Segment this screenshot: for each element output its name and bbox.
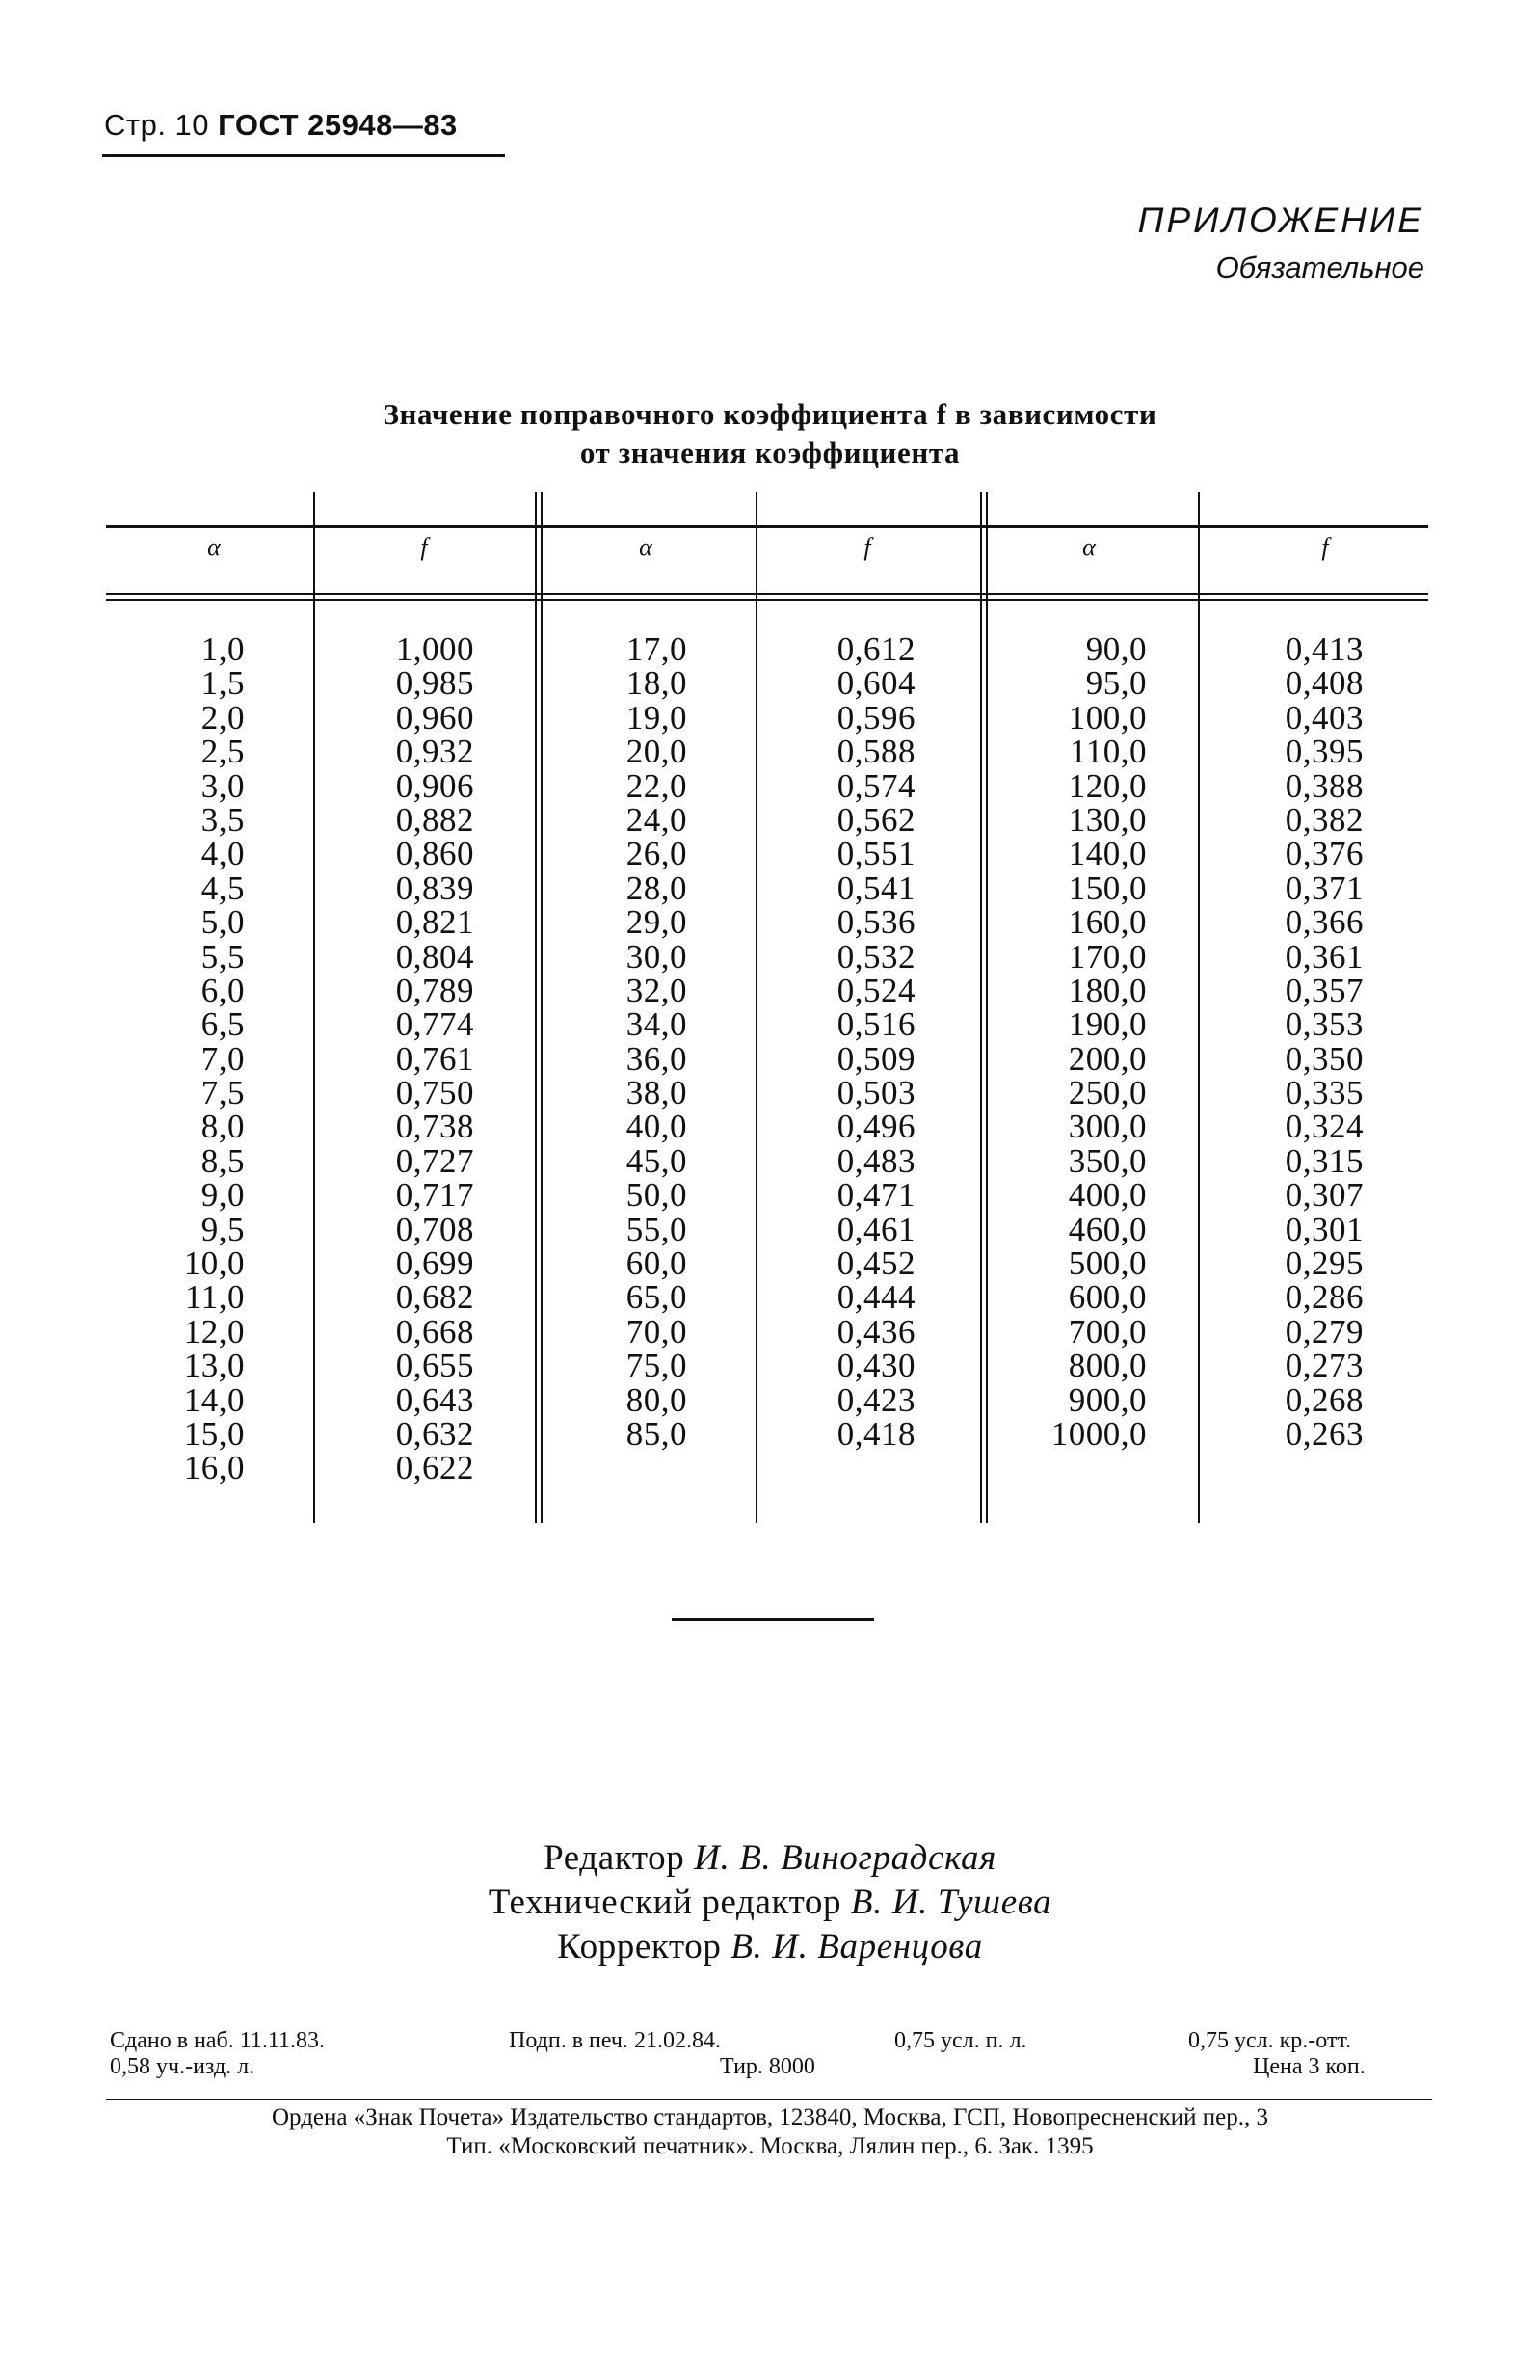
publisher-line: Ордена «Знак Почета» Издательство стандартов, 123840, Москва, ГСП, Новопресненский пер., 3 bbox=[271, 2104, 1269, 2130]
table-cell: 0,985 bbox=[395, 664, 474, 703]
table-cell: 0,461 bbox=[836, 1210, 916, 1248]
imprint-signed: Подп. в печ. 21.02.84. bbox=[509, 2028, 721, 2053]
table-cell: 20,0 bbox=[625, 733, 687, 771]
table-cell: 2,5 bbox=[200, 733, 245, 771]
standard-number: ГОСТ 25948—83 bbox=[218, 108, 458, 142]
credits bbox=[0, 1836, 1540, 1969]
tech-editor-name: В. И. Тушева bbox=[850, 1883, 1052, 1922]
table-cell: 0,279 bbox=[1285, 1312, 1364, 1350]
table-cell: 0,604 bbox=[836, 664, 916, 703]
table-cell: 24,0 bbox=[625, 800, 687, 839]
table-cell: 0,430 bbox=[836, 1347, 916, 1385]
page-header bbox=[104, 108, 458, 143]
table-cell: 0,562 bbox=[836, 800, 916, 839]
column-alpha-2 bbox=[569, 632, 687, 1451]
table-top-rule bbox=[106, 525, 1428, 528]
imprint-print-sheets: 0,75 усл. п. л. bbox=[894, 2028, 1027, 2053]
table-cell: 9,0 bbox=[200, 1176, 245, 1215]
table-cell: 19,0 bbox=[625, 698, 687, 736]
table-cell: 1000,0 bbox=[1050, 1414, 1147, 1453]
table-cell: 170,0 bbox=[1068, 937, 1147, 976]
table-cell: 0,286 bbox=[1285, 1278, 1364, 1317]
table-cell: 0,524 bbox=[836, 971, 916, 1009]
column-divider bbox=[313, 492, 315, 1523]
table-cell: 600,0 bbox=[1068, 1278, 1147, 1317]
table-cell: 11,0 bbox=[185, 1278, 245, 1317]
table-cell: 0,860 bbox=[395, 835, 474, 873]
table-cell: 0,382 bbox=[1285, 800, 1364, 839]
table-cell: 0,376 bbox=[1285, 835, 1364, 873]
column-f-1 bbox=[337, 632, 474, 1485]
column-double-divider bbox=[980, 492, 988, 1523]
table-cell: 0,388 bbox=[1285, 766, 1364, 805]
table-cell: 0,503 bbox=[836, 1074, 916, 1112]
table-cell: 12,0 bbox=[183, 1312, 245, 1350]
table-cell: 140,0 bbox=[1068, 835, 1147, 873]
table-cell: 0,738 bbox=[395, 1108, 474, 1146]
column-alpha-3 bbox=[1012, 632, 1147, 1451]
table-cell: 0,882 bbox=[395, 800, 474, 839]
table-cell: 60,0 bbox=[625, 1244, 687, 1283]
table-cell: 0,273 bbox=[1285, 1347, 1364, 1385]
table-cell: 300,0 bbox=[1068, 1108, 1147, 1146]
table-cell: 0,804 bbox=[395, 937, 474, 976]
table-cell: 0,324 bbox=[1285, 1108, 1364, 1146]
column-divider bbox=[1198, 492, 1200, 1523]
table-cell: 4,5 bbox=[200, 869, 245, 907]
header-alpha-2: α bbox=[639, 533, 652, 561]
imprint-cond-sheets: 0,75 усл. кр.-отт. bbox=[1188, 2028, 1352, 2053]
table-cell: 0,483 bbox=[836, 1141, 916, 1180]
table-cell: 0,960 bbox=[395, 698, 474, 736]
table-cell: 0,516 bbox=[836, 1005, 916, 1044]
table-cell: 75,0 bbox=[625, 1347, 687, 1385]
table-cell: 95,0 bbox=[1085, 664, 1147, 703]
page-number: Стр. 10 bbox=[104, 108, 210, 142]
table-cell: 0,761 bbox=[395, 1039, 474, 1078]
table-cell: 900,0 bbox=[1068, 1380, 1147, 1419]
table-cell: 130,0 bbox=[1068, 800, 1147, 839]
table-cell: 0,403 bbox=[1285, 698, 1364, 736]
table-cell: 0,371 bbox=[1285, 869, 1364, 907]
table-cell: 0,699 bbox=[395, 1244, 474, 1283]
table-cell: 0,395 bbox=[1285, 733, 1364, 771]
table-cell: 100,0 bbox=[1068, 698, 1147, 736]
table-caption bbox=[0, 395, 1540, 472]
table-cell: 0,496 bbox=[836, 1108, 916, 1146]
table-cell: 32,0 bbox=[625, 971, 687, 1009]
table-cell: 16,0 bbox=[183, 1449, 245, 1487]
table-cell: 10,0 bbox=[183, 1244, 245, 1283]
table-cell: 190,0 bbox=[1068, 1005, 1147, 1044]
table-cell: 120,0 bbox=[1068, 766, 1147, 805]
column-alpha-1 bbox=[135, 632, 245, 1485]
proofreader-line bbox=[0, 1925, 1540, 1969]
imprint-price: Цена 3 коп. bbox=[1253, 2054, 1366, 2079]
table-cell: 0,588 bbox=[836, 733, 916, 771]
table-cell: 0,509 bbox=[836, 1039, 916, 1078]
table-cell: 0,353 bbox=[1285, 1005, 1364, 1044]
table-cell: 15,0 bbox=[183, 1414, 245, 1453]
header-alpha-3: α bbox=[1082, 533, 1096, 561]
table-cell: 0,551 bbox=[836, 835, 916, 873]
table-cell: 0,423 bbox=[836, 1380, 916, 1419]
table-cell: 55,0 bbox=[625, 1210, 687, 1248]
column-f-3 bbox=[1224, 632, 1364, 1451]
table-cell: 250,0 bbox=[1068, 1074, 1147, 1112]
table-cell: 150,0 bbox=[1068, 869, 1147, 907]
table-cell: 0,774 bbox=[395, 1005, 474, 1044]
imprint-submitted: Сдано в наб. 11.11.83. bbox=[110, 2028, 325, 2053]
table-cell: 5,0 bbox=[200, 903, 245, 942]
table-cell: 0,727 bbox=[395, 1141, 474, 1180]
table-cell: 1,0 bbox=[200, 630, 245, 668]
table-cell: 50,0 bbox=[625, 1176, 687, 1215]
proofreader-role: Корректор bbox=[557, 1927, 722, 1966]
table-cell: 0,413 bbox=[1285, 630, 1364, 668]
table-cell: 0,357 bbox=[1285, 971, 1364, 1009]
table-cell: 1,5 bbox=[200, 664, 245, 703]
table-cell: 6,5 bbox=[200, 1005, 245, 1044]
tech-editor-role: Технический редактор bbox=[488, 1883, 842, 1922]
caption-line-2: от значения коэффициента bbox=[579, 436, 961, 469]
table-cell: 0,682 bbox=[395, 1278, 474, 1317]
table-cell: 180,0 bbox=[1068, 971, 1147, 1009]
table-cell: 0,536 bbox=[836, 903, 916, 942]
table-cell: 460,0 bbox=[1068, 1210, 1147, 1248]
column-divider bbox=[756, 492, 757, 1523]
table-cell: 0,655 bbox=[395, 1347, 474, 1385]
table-cell: 0,366 bbox=[1285, 903, 1364, 942]
table-cell: 0,643 bbox=[395, 1380, 474, 1419]
header-f-3: f bbox=[1321, 533, 1329, 561]
table-cell: 34,0 bbox=[625, 1005, 687, 1044]
section-separator bbox=[672, 1618, 874, 1621]
printer-line: Тип. «Московский печатник». Москва, Лялин пер., 6. Зак. 1395 bbox=[446, 2133, 1094, 2159]
table-cell: 36,0 bbox=[625, 1039, 687, 1078]
table-cell: 110,0 bbox=[1070, 733, 1147, 771]
table-cell: 0,750 bbox=[395, 1074, 474, 1112]
table-cell: 0,839 bbox=[395, 869, 474, 907]
table-cell: 0,350 bbox=[1285, 1039, 1364, 1078]
table-cell: 80,0 bbox=[625, 1380, 687, 1419]
table-cell: 700,0 bbox=[1068, 1312, 1147, 1350]
table-cell: 0,361 bbox=[1285, 937, 1364, 976]
table-cell: 65,0 bbox=[625, 1278, 687, 1317]
table-cell: 38,0 bbox=[625, 1074, 687, 1112]
table-cell: 0,301 bbox=[1285, 1210, 1364, 1248]
table-cell: 5,5 bbox=[200, 937, 245, 976]
table-cell: 85,0 bbox=[625, 1414, 687, 1453]
table-cell: 0,708 bbox=[395, 1210, 474, 1248]
table-cell: 0,906 bbox=[395, 766, 474, 805]
caption-line-1: Значение поправочного коэффициента f в зависимости bbox=[383, 397, 1157, 431]
table-cell: 0,821 bbox=[395, 903, 474, 942]
table-cell: 4,0 bbox=[200, 835, 245, 873]
table-cell: 9,5 bbox=[200, 1210, 245, 1248]
editor-name: И. В. Виноградская bbox=[694, 1838, 996, 1878]
table-cell: 17,0 bbox=[625, 630, 687, 668]
table-cell: 90,0 bbox=[1085, 630, 1147, 668]
table-cell: 0,574 bbox=[836, 766, 916, 805]
table-cell: 0,471 bbox=[836, 1176, 916, 1215]
appendix-subtitle: Обязательное bbox=[1215, 251, 1424, 284]
header-f-1: f bbox=[420, 533, 428, 561]
tech-editor-line bbox=[0, 1881, 1540, 1925]
table-cell: 13,0 bbox=[183, 1347, 245, 1385]
table-cell: 28,0 bbox=[625, 869, 687, 907]
column-double-divider bbox=[535, 492, 543, 1523]
appendix-label bbox=[1138, 201, 1424, 285]
table-cell: 18,0 bbox=[625, 664, 687, 703]
table-cell: 70,0 bbox=[625, 1312, 687, 1350]
table-cell: 7,0 bbox=[200, 1039, 245, 1078]
editor-line bbox=[0, 1836, 1540, 1881]
header-alpha-1: α bbox=[207, 533, 221, 561]
table-cell: 0,541 bbox=[836, 869, 916, 907]
table-cell: 3,0 bbox=[200, 766, 245, 805]
table-cell: 8,0 bbox=[200, 1108, 245, 1146]
table-cell: 0,668 bbox=[395, 1312, 474, 1350]
table-cell: 0,632 bbox=[395, 1414, 474, 1453]
table-cell: 0,622 bbox=[395, 1449, 474, 1487]
table-cell: 0,335 bbox=[1285, 1074, 1364, 1112]
header-f-2: f bbox=[863, 533, 871, 561]
table-cell: 0,418 bbox=[836, 1414, 916, 1453]
table-cell: 45,0 bbox=[625, 1141, 687, 1180]
table-cell: 8,5 bbox=[200, 1141, 245, 1180]
table-cell: 0,295 bbox=[1285, 1244, 1364, 1283]
appendix-title: ПРИЛОЖЕНИЕ bbox=[1137, 201, 1424, 240]
table-cell: 0,717 bbox=[395, 1176, 474, 1215]
table-cell: 6,0 bbox=[200, 971, 245, 1009]
editor-role: Редактор bbox=[544, 1838, 685, 1878]
table-cell: 200,0 bbox=[1068, 1039, 1147, 1078]
proofreader-name: В. И. Варенцова bbox=[730, 1927, 983, 1966]
table-cell: 1,000 bbox=[395, 630, 474, 668]
table-cell: 7,5 bbox=[200, 1074, 245, 1112]
table-cell: 0,532 bbox=[836, 937, 916, 976]
table-cell: 0,263 bbox=[1285, 1414, 1364, 1453]
table-cell: 0,444 bbox=[836, 1278, 916, 1317]
table-cell: 14,0 bbox=[183, 1380, 245, 1419]
column-f-2 bbox=[781, 632, 916, 1451]
table-cell: 0,932 bbox=[395, 733, 474, 771]
table-cell: 29,0 bbox=[625, 903, 687, 942]
table-cell: 3,5 bbox=[200, 800, 245, 839]
table-cell: 0,789 bbox=[395, 971, 474, 1009]
table-cell: 0,436 bbox=[836, 1312, 916, 1350]
imprint-rule bbox=[106, 2099, 1432, 2100]
table-cell: 400,0 bbox=[1068, 1176, 1147, 1215]
table-cell: 800,0 bbox=[1068, 1347, 1147, 1385]
table-cell: 0,315 bbox=[1285, 1141, 1364, 1180]
table-cell: 40,0 bbox=[625, 1108, 687, 1146]
imprint-pub-sheets: 0,58 уч.-изд. л. bbox=[110, 2054, 255, 2079]
imprint-print-run: Тир. 8000 bbox=[720, 2054, 815, 2079]
table-cell: 0,596 bbox=[836, 698, 916, 736]
table-cell: 0,408 bbox=[1285, 664, 1364, 703]
table-cell: 0,307 bbox=[1285, 1176, 1364, 1215]
table-cell: 2,0 bbox=[200, 698, 245, 736]
table-cell: 160,0 bbox=[1068, 903, 1147, 942]
table-header-rule bbox=[106, 593, 1428, 595]
table-header-rule-2 bbox=[106, 599, 1428, 601]
table-cell: 0,452 bbox=[836, 1244, 916, 1283]
table-cell: 22,0 bbox=[625, 766, 687, 805]
table-cell: 350,0 bbox=[1068, 1141, 1147, 1180]
table-cell: 26,0 bbox=[625, 835, 687, 873]
table-cell: 0,612 bbox=[836, 630, 916, 668]
table-cell: 0,268 bbox=[1285, 1380, 1364, 1419]
header-rule bbox=[102, 154, 505, 157]
table-cell: 30,0 bbox=[625, 937, 687, 976]
table-cell: 500,0 bbox=[1068, 1244, 1147, 1283]
